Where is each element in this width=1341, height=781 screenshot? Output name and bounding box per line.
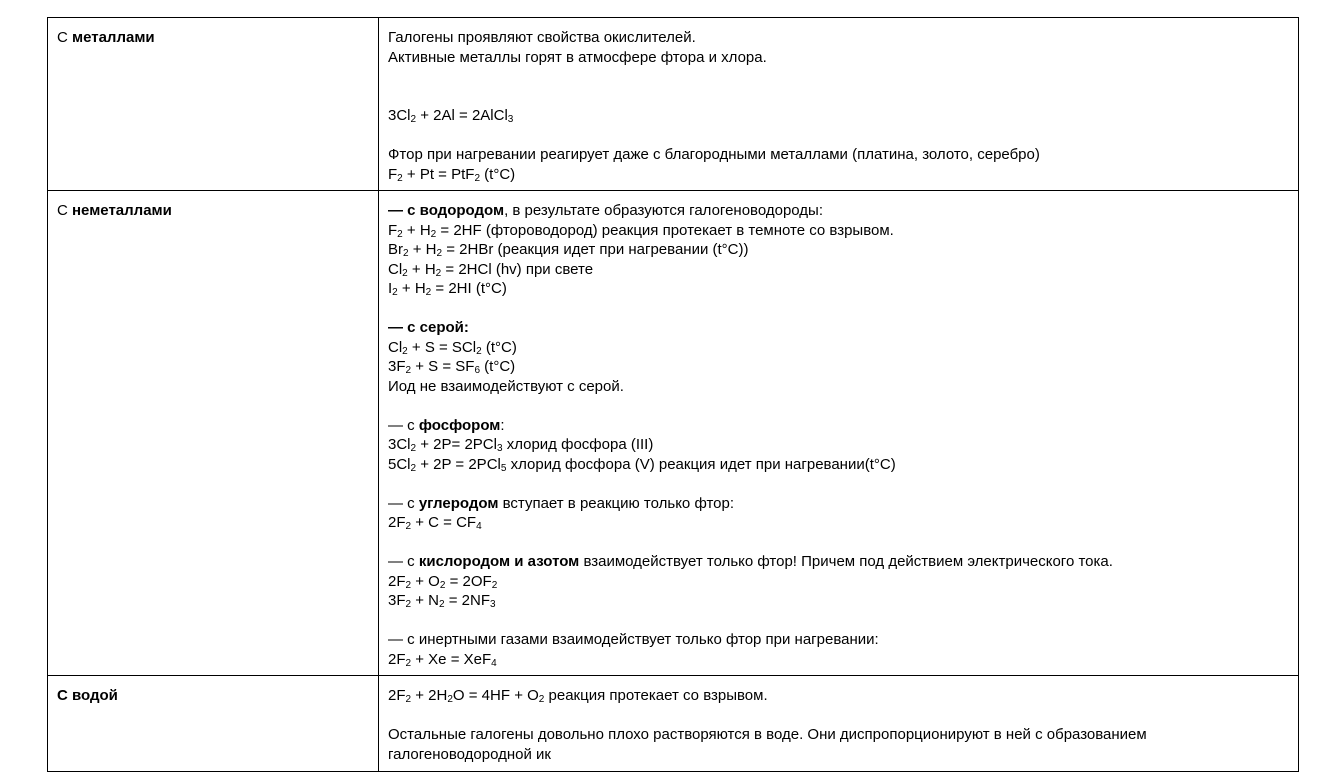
row-content-metals (379, 18, 1299, 191)
table-row-metals (48, 18, 1299, 191)
row-content-nonmetals (379, 191, 1299, 676)
label-prefix: С (57, 29, 72, 46)
label-prefix: С (57, 202, 72, 219)
equation-pt: $F_2 + Pt = PtF_2$ (t°C) (388, 165, 516, 184)
equation-line: $3F_2 + S = SF_6$ (t°C) (388, 358, 516, 376)
text-line: Галогены проявляют свойства окислителей. (388, 29, 696, 46)
row-content-water (379, 676, 1299, 772)
equation-line: $I_2 + H_2 = 2HI$ (t°C) (388, 280, 507, 298)
section-phosphorus-heading: — с фосфором: (388, 416, 505, 434)
text-line: Иод не взаимодействуют с серой. (388, 377, 624, 395)
equation-al: $3Cl_2 + 2Al$ = 2AlCl$_3$ (388, 107, 514, 125)
equation-line: $3Cl_2 + 2P= 2PCl_3$ хлорид фосфора (III) (388, 436, 654, 454)
section-inert-gases-heading: — с инертными газами взаимодействует только фтор при нагревании: (388, 631, 879, 648)
section-carbon-heading: — с углеродом вступает в реакцию только фтор: (388, 494, 735, 512)
section-hydrogen-heading: — с водородом, в результате образуются галогеноводороды: (388, 202, 823, 219)
equation-water: $2F_2 + 2H_2O = 4HF + O_2$ реакция протекает со взрывом. (388, 687, 768, 705)
equation-line: $Cl_2 + S = SCl_2$ (t°C) (388, 338, 517, 357)
row-label-water (48, 676, 379, 772)
equation-line: $2F_2 + Xe = XeF_4$ (388, 650, 497, 669)
equation-line: $2F_2 + O_2 = 2OF_2$ (388, 572, 498, 591)
text-line: Активные металлы горят в атмосфере фтора и хлора. (388, 48, 767, 66)
label-bold: металлами (72, 29, 155, 46)
row-label-nonmetals (48, 191, 379, 676)
text-paragraph: Остальные галогены довольно плохо растворяются в воде. Они диспропорционируют в ней с образованием галогеноводородной ик (388, 726, 1147, 763)
table-row-water (48, 676, 1299, 772)
section-oxygen-nitrogen-heading: — с кислородом и азотом взаимодействует только фтор! Причем под действием электрического тока. (388, 553, 1113, 570)
equation-line: $2F_2 + C = CF_4$ (388, 514, 482, 532)
equation-line: $3F_2 + N_2 = 2NF_3$ (388, 592, 496, 610)
label-bold: С водой (57, 687, 118, 704)
row-label-metals (48, 18, 379, 191)
text-line: Фтор при нагревании реагирует даже с благородными металлами (платина, золото, серебро) (388, 146, 1040, 163)
equation-line: $5Cl_2 + 2P = 2PCl_5$ хлорид фосфора (V) реакция идет при нагревании(t°C) (388, 455, 896, 474)
equation-line: $Br_2 + H_2 = 2HBr$ (реакция идет при нагревании (t°C)) (388, 241, 749, 259)
label-bold: неметаллами (72, 202, 172, 219)
section-sulfur-heading: — с серой: (388, 319, 469, 336)
equation-line: $F_2 + H_2 = 2HF$ (фтороводород) реакция протекает в темноте со взрывом. (388, 221, 894, 240)
halogen-reactions-table (47, 17, 1299, 772)
table-row-nonmetals (48, 191, 1299, 676)
equation-line: $Cl_2 + H_2 = 2HCl$ (hv) при свете (388, 260, 594, 279)
